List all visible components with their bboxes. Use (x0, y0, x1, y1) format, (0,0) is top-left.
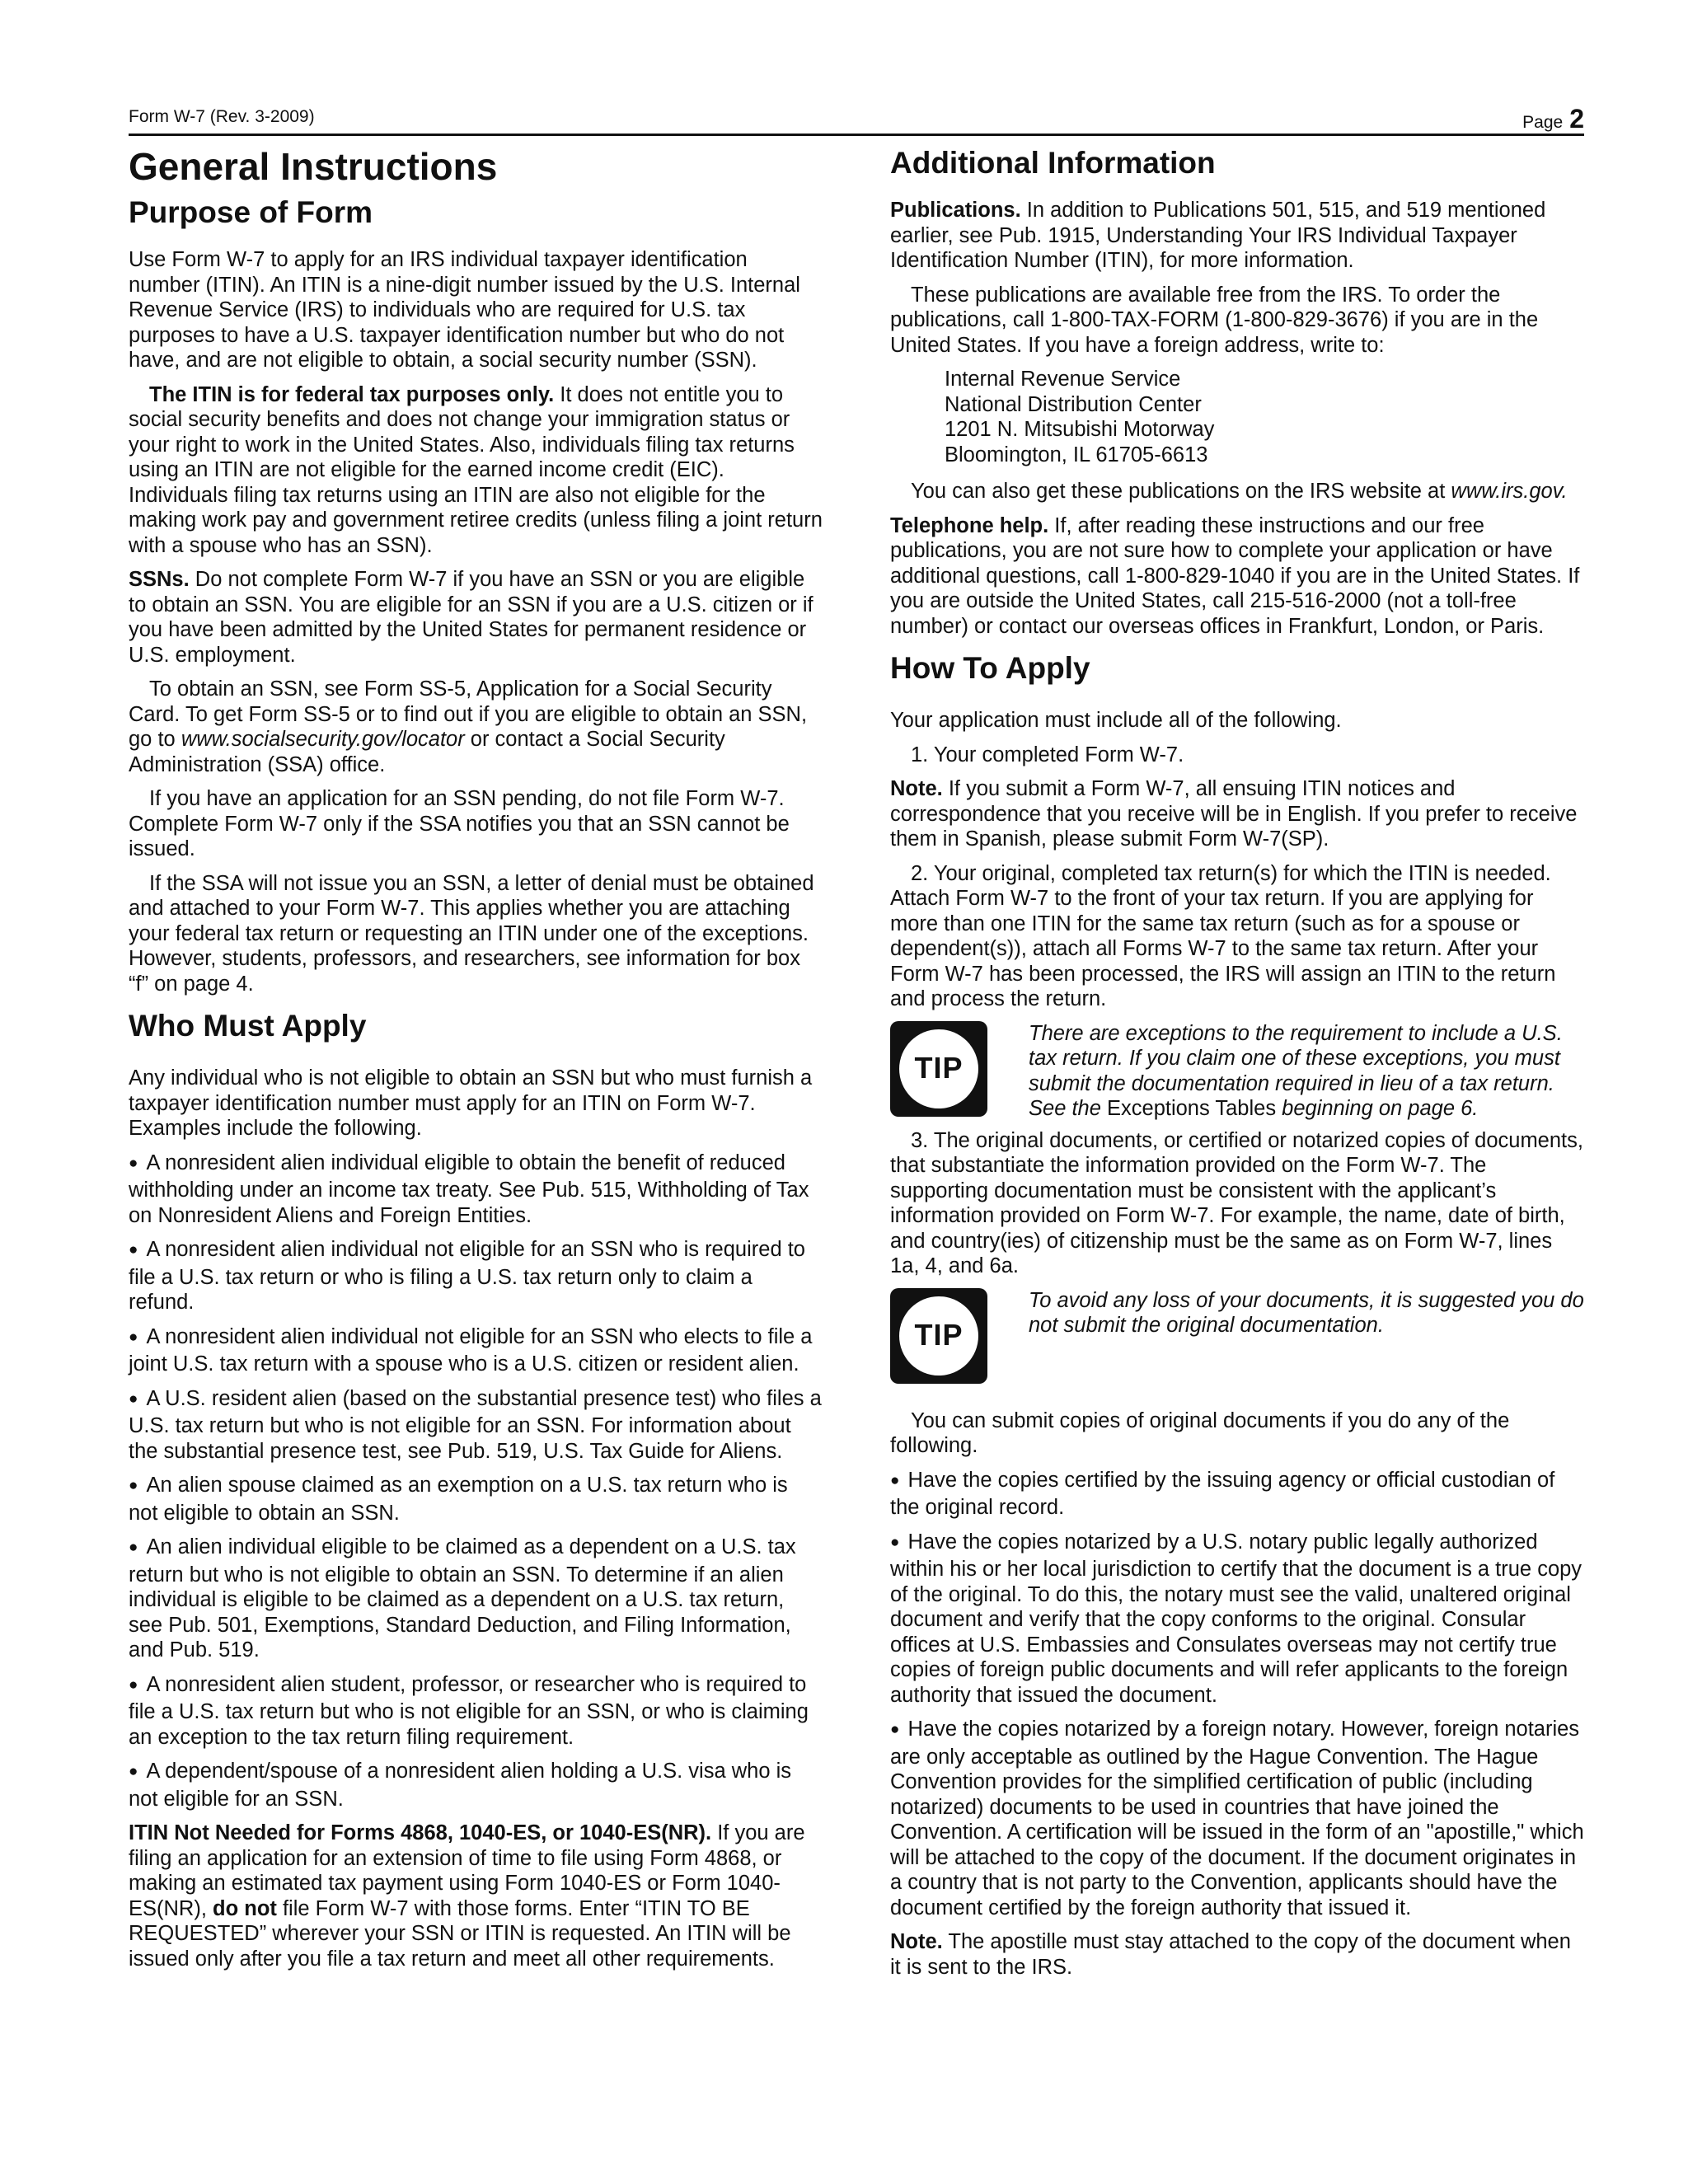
irs-website-link[interactable]: www.irs.gov. (1451, 480, 1568, 503)
how-to-apply-heading: How To Apply (890, 651, 1090, 685)
purpose-p6: If the SSA will not issue you an SSN, a letter of denial must be obtained and attached to your Form W-7. This applies whether you are attaching your federal tax return or requesting an ITIN under one of the exceptions. However, students, professors, and researchers, see information for box “f” on page 4. (129, 871, 814, 996)
itin-not-needed-lead: ITIN Not Needed for Forms 4868, 1040-ES, or 1040-ES(NR). (129, 1821, 712, 1844)
who-bullet: ● A nonresident alien individual not eligible for an SSN who elects to file a joint U.S. tax return with a spouse who is a U.S. citizen or resident alien. (129, 1324, 823, 1377)
ssns-lead: SSNs. (129, 568, 190, 591)
who-bullet: ● An alien spouse claimed as an exemption on a U.S. tax return who is not eligible to obtain an SSN. (129, 1473, 823, 1526)
who-bullet: ● An alien individual eligible to be claimed as a dependent on a U.S. tax return but who is not eligible to obtain an SSN. To determine if an alien individual is eligible to be claimed as a dependent on a U.S. tax return, see Pub. 501, Exemptions, Standard Deduction, and Filing Information, and Pub. 519. (129, 1535, 823, 1663)
tip1-b: beginning on page 6. (1276, 1097, 1479, 1120)
who-must-apply-heading: Who Must Apply (129, 1009, 367, 1043)
itin-not-needed-b: file Form W-7 with those forms. Enter “ITIN TO BE REQUESTED” wherever your SSN or ITIN is requested. An ITIN will be issued only after you file a tax return and meet all other requirements. (129, 1896, 791, 1971)
how-item-3: 3. The original documents, or certified or notarized copies of documents, that substantiate the information provided on the Form W-7. The supporting documentation must be consistent with the applicant’s information provided on Form W-7. For example, the name, date of birth, and country(ies) of citizenship must be the same as on Form W-7, lines 1a, 4, and 6a. (890, 1128, 1583, 1277)
tip-box-exceptions (890, 1021, 1584, 1122)
tip-text (1029, 1021, 1584, 1122)
itin-not-needed-paragraph (129, 1821, 823, 1971)
tip-text: To avoid any loss of your documents, it is suggested you do not submit the original documentation. (1029, 1288, 1584, 1337)
copies-bullet: ● Have the copies notarized by a foreign notary. However, foreign notaries are only acceptable as outlined by the Hague Convention. The Hague Convention provides for the simplified certification of public (including notarized) documents to be used in countries that have joined the Convention. A certification will be issued in the form of an "apostille," which will be attached to the copy of the document. If the document originates in a country that is not party to the Convention, applicants should have the document certified by the foreign authority that issued it. (890, 1717, 1584, 1920)
page-number: 2 (1569, 104, 1584, 134)
ssns-paragraph (129, 567, 823, 668)
right-column (890, 145, 1584, 1989)
page-header (129, 104, 1584, 136)
purpose-p2 (129, 382, 823, 559)
copies-bullet: ● Have the copies notarized by a U.S. notary public legally authorized within his or her local jurisdiction to certify that the document is a true copy of the original. To do this, the notary must see the valid, unaltered original document and verify that the copy conforms to the original. Consular offices at U.S. Embassies and Consulates overseas may not certify true copies of foreign public documents and will refer applicants to the foreign authority that issued the document. (890, 1530, 1584, 1708)
who-bullet: ● A nonresident alien student, professor, or researcher who is required to file a U.S. tax return but who is not eligible for an SSN, or who is claiming an exception to the tax return filing requirement. (129, 1672, 823, 1750)
general-instructions-title: General Instructions (129, 145, 498, 188)
telephone-lead: Telephone help. (890, 513, 1049, 537)
purpose-p1: Use Form W-7 to apply for an IRS individual taxpayer identification number (ITIN). An ITIN is a nine-digit number issued by the U.S. Internal Revenue Service (IRS) to individuals who are required for U.S. tax purposes to have a U.S. taxpayer identification number but who do not have, and are not eligible to obtain, a social security number (SSN). (129, 248, 800, 372)
address-line: Bloomington, IL 61705-6613 (945, 443, 1208, 466)
how-item-2: 2. Your original, completed tax return(s) for which the ITIN is needed. Attach Form W-7 to the front of your tax return. If you are applying for more than one ITIN for the same tax return (such as for a spouse or dependent(s)), attach all Forms W-7 to the same tax return. After your Form W-7 has been processed, the IRS will assign an ITIN to the return and process the return. (890, 861, 1556, 1010)
note-text: The apostille must stay attached to the copy of the document when it is sent to the IRS. (890, 1930, 1571, 1979)
order-paragraph: These publications are available free from the IRS. To order the publications, call 1-800-TAX-FORM (1-800-829-3676) if you are in the United States. If you have a foreign address, write to: (890, 283, 1539, 357)
copies-bullet: ● Have the copies certified by the issuing agency or official custodian of the original record. (890, 1468, 1584, 1521)
address-line: National Distribution Center (945, 392, 1202, 416)
ssa-locator-link[interactable]: www.socialsecurity.gov/locator (181, 728, 465, 751)
tip-icon: TIP (890, 1021, 987, 1117)
tip-icon: TIP (890, 1288, 987, 1384)
irs-address (945, 367, 1584, 467)
additional-info-heading: Additional Information (890, 146, 1216, 180)
purpose-p4 (129, 677, 823, 777)
purpose-p2-lead: The ITIN is for federal tax purposes only. (149, 382, 555, 406)
ssns-text: Do not complete Form W-7 if you have an SSN or you are eligible to obtain an SSN. You are eligible for an SSN if you are a U.S. citizen or if you have been admitted by the United States for permanent residence or U.S. employment. (129, 568, 814, 667)
website-paragraph (890, 479, 1584, 504)
purpose-heading: Purpose of Form (129, 195, 373, 229)
note-lead: Note. (890, 1930, 943, 1953)
website-text: You can also get these publications on the IRS website at (911, 480, 1451, 503)
tip1-a: There are exceptions to the requirement to include a U.S. tax return. If you claim one of these exceptions, you must submit the documentation required in lieu of a tax return. See the (1029, 1021, 1563, 1120)
who-bullet: ● A U.S. resident alien (based on the substantial presence test) who files a U.S. tax return but who is not eligible for an SSN. For information about the substantial presence test, see Pub. 519, U.S. Tax Guide for Aliens. (129, 1386, 823, 1465)
who-intro: Any individual who is not eligible to obtain an SSN but who must furnish a taxpayer identification number must apply for an ITIN on Form W-7. Examples include the following. (129, 1066, 813, 1140)
left-column (129, 145, 823, 1980)
note-lead: Note. (890, 777, 943, 800)
telephone-paragraph (890, 513, 1584, 640)
purpose-p4-a: To obtain an SSN, see Form SS-5, Application for a Social Security Card. To get Form SS-5 or to find out if you are eligible to obtain an SSN, go to (129, 677, 808, 751)
copies-intro: You can submit copies of original documents if you do any of the following. (890, 1408, 1510, 1457)
tip1-upright: Exceptions Tables (1107, 1097, 1277, 1120)
publications-lead: Publications. (890, 199, 1021, 222)
address-line: 1201 N. Mitsubishi Motorway (945, 418, 1215, 441)
who-bullet: ● A nonresident alien individual not eligible for an SSN who is required to file a U.S. tax return or who is filing a U.S. tax return only to claim a refund. (129, 1237, 823, 1315)
purpose-p5: If you have an application for an SSN pending, do not file Form W-7. Complete Form W-7 only if the SSA notifies you that an SSN cannot be issued. (129, 787, 790, 860)
publications-text: In addition to Publications 501, 515, and 519 mentioned earlier, see Pub. 1915, Understanding Your IRS Individual Taxpayer Identification Number (ITIN), for more information. (890, 199, 1546, 272)
itin-do-not: do not (213, 1896, 277, 1920)
note-text: If you submit a Form W-7, all ensuing ITIN notices and correspondence that you receive will be in English. If you prefer to receive them in Spanish, please submit Form W-7(SP). (890, 777, 1578, 851)
how-item-1: 1. Your completed Form W-7. (911, 743, 1184, 766)
apostille-note (890, 1929, 1584, 1980)
publications-paragraph (890, 198, 1584, 274)
who-bullet: ● A nonresident alien individual eligible to obtain the benefit of reduced withholding under an income tax treaty. See Pub. 515, Withholding of Tax on Nonresident Aliens and Foreign Entities. (129, 1151, 823, 1229)
address-line: Internal Revenue Service (945, 368, 1181, 391)
how-intro: Your application must include all of the following. (890, 709, 1342, 732)
form-id: Form W-7 (Rev. 3-2009) (129, 107, 315, 126)
page-label (1522, 104, 1584, 134)
itin-not-needed-a: If you are filing an application for an extension of time to file using Form 4868, or making an estimated tax payment using Form 1040-ES or Form 1040-ES(NR), (129, 1821, 805, 1920)
telephone-text: If, after reading these instructions and our free publications, you are not sure how to complete your application or have additional questions, call 1-800-829-1040 if you are in the United States. If you are outside the United States, call 215-516-2000 (not a toll-free number) or contact our overseas offices in Frankfurt, London, or Paris. (890, 513, 1580, 638)
note-spanish (890, 776, 1584, 852)
purpose-p2-text: It does not entitle you to social security benefits and does not change your immigration status or your right to work in the United States. Also, individuals filing tax returns using an ITIN are not eligible for the earned income credit (EIC). Individuals filing tax returns using an ITIN are also not eligible for the making work pay and government retiree credits (unless filing a joint return with a spouse who has an SSN). (129, 382, 823, 557)
page-word: Page (1522, 113, 1564, 132)
who-bullet: ● A dependent/spouse of a nonresident alien holding a U.S. visa who is not eligible for an SSN. (129, 1759, 823, 1811)
tip-box-documents (890, 1288, 1584, 1399)
purpose-p4-b: or contact a Social Security Administration (SSA) office. (129, 728, 725, 776)
